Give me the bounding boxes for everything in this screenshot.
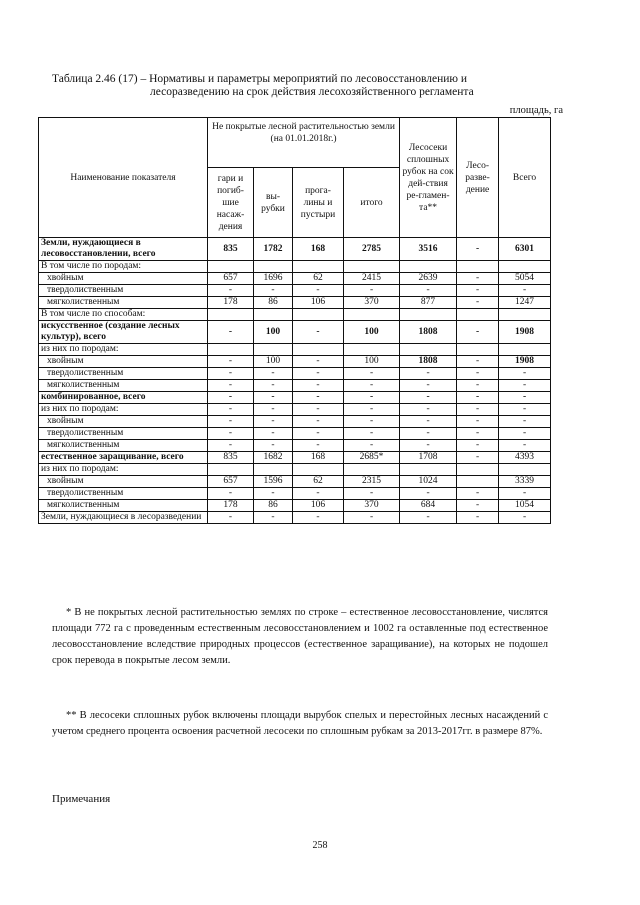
cell: - [499, 380, 551, 392]
cell: 106 [293, 500, 344, 512]
cell [293, 261, 344, 273]
cell: - [293, 440, 344, 452]
cell: - [254, 428, 293, 440]
header-cutting-area: Лесосеки сплошных рубок на сок дей-ствия ре-гламен-та** [400, 118, 457, 238]
cell [208, 261, 254, 273]
cell: - [344, 404, 400, 416]
cell [400, 309, 457, 321]
cell [344, 309, 400, 321]
cell: - [457, 380, 499, 392]
footnote-2: ** В лесосеки сплошных рубок включены площади вырубок спелых и перестойных лесных насаждений с учетом среднего процента освоения расчетной лесосеки по сплошным рубкам за 2013-2017гг. в размере 87%. [52, 710, 548, 737]
cell: - [499, 512, 551, 524]
unit-label: площадь, га [509, 105, 563, 116]
row-label: твердолиственным [39, 285, 208, 297]
cell: 100 [254, 356, 293, 368]
cell: - [400, 488, 457, 500]
cell [254, 309, 293, 321]
cell: - [208, 512, 254, 524]
cell: 178 [208, 500, 254, 512]
cell [457, 344, 499, 356]
cell [293, 464, 344, 476]
cell: - [344, 488, 400, 500]
cell: - [208, 285, 254, 297]
title-line-2: лесоразведению на срок действия лесохозяйственного регламента [150, 86, 474, 98]
cell: - [400, 380, 457, 392]
cell: - [499, 428, 551, 440]
cell: 370 [344, 297, 400, 309]
cell: 106 [293, 297, 344, 309]
row-label: комбинированное, всего [39, 392, 208, 404]
row-label: мягколиственным [39, 440, 208, 452]
row-label: В том числе по способам: [39, 309, 208, 321]
row-label: искусственное (создание лесных культур), всего [39, 321, 208, 344]
cell: - [254, 380, 293, 392]
row-label: хвойным [39, 476, 208, 488]
header-name: Наименование показателя [39, 118, 208, 238]
cell: - [344, 428, 400, 440]
cell [457, 464, 499, 476]
cell: - [457, 273, 499, 285]
header-total-not-covered: итого [344, 168, 400, 238]
header-total: Всего [499, 118, 551, 238]
cell: - [344, 368, 400, 380]
cell: - [457, 404, 499, 416]
cell: - [208, 321, 254, 344]
cell: 1247 [499, 297, 551, 309]
cell: 62 [293, 476, 344, 488]
cell: - [457, 452, 499, 464]
cell: 6301 [499, 238, 551, 261]
cell: - [400, 440, 457, 452]
cell [208, 464, 254, 476]
cell [254, 464, 293, 476]
cell: - [293, 428, 344, 440]
row-label: Земли, нуждающиеся в лесовосстановлении, всего [39, 238, 208, 261]
cell [457, 476, 499, 488]
cell: - [344, 512, 400, 524]
cell: - [457, 488, 499, 500]
cell: - [499, 440, 551, 452]
cell: - [400, 416, 457, 428]
cell: - [293, 392, 344, 404]
cell: - [293, 285, 344, 297]
cell: - [254, 488, 293, 500]
cell [344, 344, 400, 356]
cell: - [293, 321, 344, 344]
cell: - [344, 440, 400, 452]
cell: 2315 [344, 476, 400, 488]
cell: 370 [344, 500, 400, 512]
cell: 86 [254, 297, 293, 309]
cell: - [457, 440, 499, 452]
cell: - [254, 368, 293, 380]
cell: 835 [208, 452, 254, 464]
cell: 86 [254, 500, 293, 512]
cell: 657 [208, 476, 254, 488]
cell: - [499, 404, 551, 416]
header-glades: прога-лины и пустыри [293, 168, 344, 238]
table-title [52, 73, 572, 99]
header-burned: гари и погиб-шие насаж-дения [208, 168, 254, 238]
cell [400, 261, 457, 273]
cell: 2685* [344, 452, 400, 464]
cell: - [400, 392, 457, 404]
cell: 3516 [400, 238, 457, 261]
cell [457, 309, 499, 321]
row-label: В том числе по породам: [39, 261, 208, 273]
cell: 1682 [254, 452, 293, 464]
cell: - [344, 380, 400, 392]
cell: 877 [400, 297, 457, 309]
cell: - [457, 500, 499, 512]
cell: - [499, 416, 551, 428]
cell: - [344, 416, 400, 428]
row-label: естественное заращивание, всего [39, 452, 208, 464]
cell: 168 [293, 452, 344, 464]
cell: - [254, 440, 293, 452]
header-not-covered: Не покрытые лесной растительностью земли (на 01.01.2018г.) [208, 118, 400, 168]
cell: 168 [293, 238, 344, 261]
row-label: из них по породам: [39, 344, 208, 356]
cell: 1782 [254, 238, 293, 261]
cell: - [254, 285, 293, 297]
row-label: мягколиственным [39, 297, 208, 309]
cell: - [254, 512, 293, 524]
cell: - [400, 428, 457, 440]
footnote-1: * В не покрытых лесной растительностью землях по строке – естественное лесовосстановление, числятся площади 772 га с проведенным естественным лесовосстановлением и 1002 га оставленные под естественное лесовосстановление вследствие природных процессов (естественное заращивание), на которых не подошел срок перевода в покрытые лесом земли. [52, 607, 548, 666]
cell: 1808 [400, 321, 457, 344]
cell: - [293, 368, 344, 380]
cell: - [344, 285, 400, 297]
cell: - [208, 416, 254, 428]
cell: 1024 [400, 476, 457, 488]
page-number: 258 [312, 840, 328, 851]
title-line-1: Таблица 2.46 (17) – Нормативы и параметры мероприятий по лесовосстановлению и [52, 73, 468, 85]
cell [254, 261, 293, 273]
cell: - [499, 488, 551, 500]
cell [344, 261, 400, 273]
cell: - [400, 512, 457, 524]
cell: 178 [208, 297, 254, 309]
cell [293, 309, 344, 321]
row-label: мягколиственным [39, 500, 208, 512]
row-label: хвойным [39, 356, 208, 368]
cell: 100 [344, 321, 400, 344]
cell: 1808 [400, 356, 457, 368]
cell [254, 344, 293, 356]
cell: - [293, 380, 344, 392]
cell: 1054 [499, 500, 551, 512]
cell: 1596 [254, 476, 293, 488]
cell: 4393 [499, 452, 551, 464]
row-label: из них по породам: [39, 404, 208, 416]
cell: 62 [293, 273, 344, 285]
row-label: мягколиственным [39, 380, 208, 392]
row-label: Земли, нуждающиеся в лесоразведении [39, 512, 208, 524]
cell: - [208, 440, 254, 452]
cell: - [457, 416, 499, 428]
cell: - [208, 404, 254, 416]
cell: - [293, 488, 344, 500]
cell: - [254, 416, 293, 428]
cell: - [400, 285, 457, 297]
cell: 5054 [499, 273, 551, 285]
cell: - [208, 356, 254, 368]
cell: - [457, 368, 499, 380]
cell: - [499, 392, 551, 404]
cell: - [457, 428, 499, 440]
cell: 2415 [344, 273, 400, 285]
cell: 657 [208, 273, 254, 285]
cell [208, 309, 254, 321]
cell: - [400, 404, 457, 416]
cell: 1696 [254, 273, 293, 285]
cell: 1908 [499, 321, 551, 344]
cell [457, 261, 499, 273]
cell: - [457, 238, 499, 261]
cell: - [208, 392, 254, 404]
cell [208, 344, 254, 356]
cell [499, 261, 551, 273]
cell: - [293, 356, 344, 368]
cell: - [457, 512, 499, 524]
row-label: хвойным [39, 273, 208, 285]
cell: 1708 [400, 452, 457, 464]
cell [400, 344, 457, 356]
cell: - [499, 285, 551, 297]
header-clearcuts: вы-рубки [254, 168, 293, 238]
cell: - [293, 512, 344, 524]
cell: - [254, 392, 293, 404]
forest-restoration-table [38, 117, 551, 524]
cell [499, 309, 551, 321]
row-label: хвойным [39, 416, 208, 428]
cell: 1908 [499, 356, 551, 368]
row-label: твердолиственным [39, 488, 208, 500]
cell: - [499, 368, 551, 380]
cell: - [457, 297, 499, 309]
cell [293, 344, 344, 356]
cell [400, 464, 457, 476]
row-label: из них по породам: [39, 464, 208, 476]
cell [344, 464, 400, 476]
cell: - [254, 404, 293, 416]
row-label: твердолиственным [39, 428, 208, 440]
cell: 100 [344, 356, 400, 368]
row-label: твердолиственным [39, 368, 208, 380]
cell: - [457, 392, 499, 404]
cell: 3339 [499, 476, 551, 488]
cell: - [293, 416, 344, 428]
cell: - [208, 488, 254, 500]
cell [499, 344, 551, 356]
cell: - [457, 356, 499, 368]
cell: 684 [400, 500, 457, 512]
cell: - [457, 321, 499, 344]
cell: - [344, 392, 400, 404]
cell [499, 464, 551, 476]
cell: - [457, 285, 499, 297]
remarks-heading: Примечания [52, 793, 111, 805]
cell: - [208, 428, 254, 440]
cell: 100 [254, 321, 293, 344]
cell: 2639 [400, 273, 457, 285]
cell: - [208, 380, 254, 392]
cell: 835 [208, 238, 254, 261]
header-afforestation: Лесо-разве-дение [457, 118, 499, 238]
cell: 2785 [344, 238, 400, 261]
cell: - [208, 368, 254, 380]
cell: - [400, 368, 457, 380]
cell: - [293, 404, 344, 416]
